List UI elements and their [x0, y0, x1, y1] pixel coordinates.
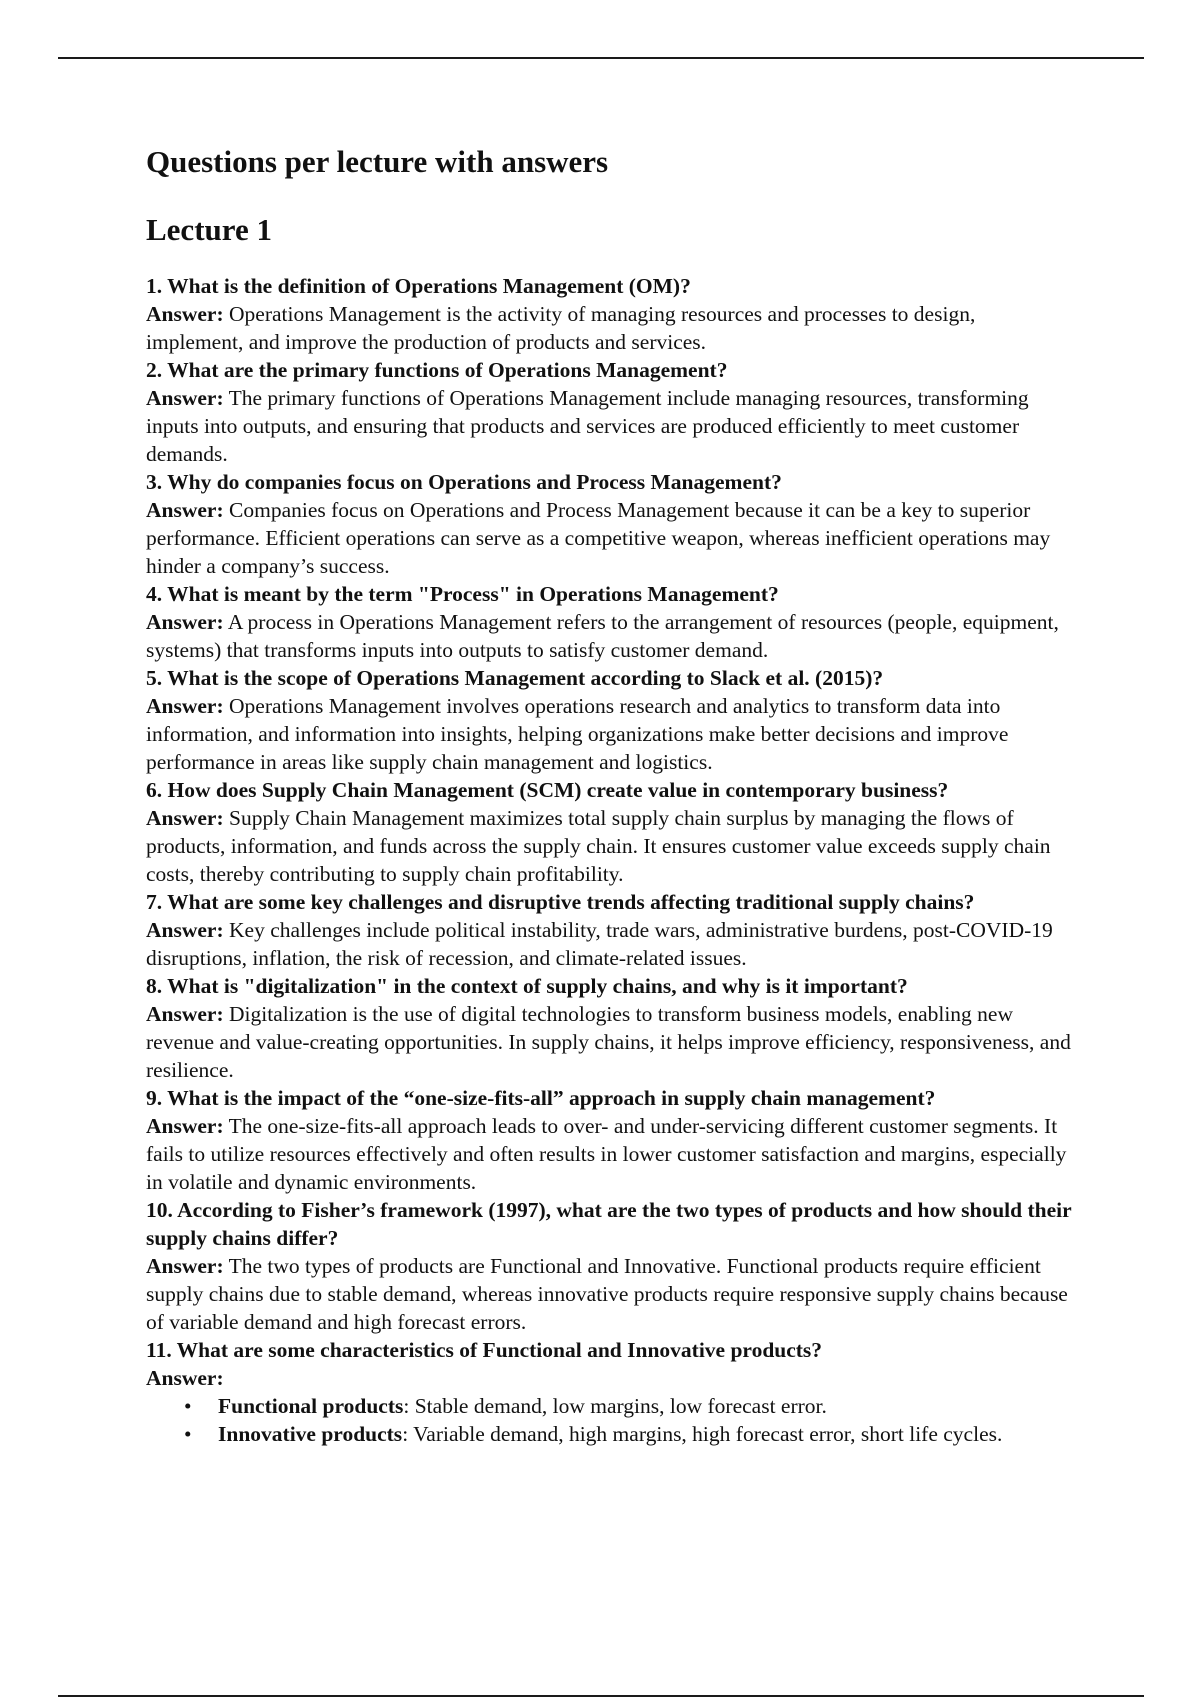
answer-3: [146, 496, 1076, 580]
bullet-term: Innovative products: [218, 1421, 403, 1446]
question-5: 5. What is the scope of Operations Management according to Slack et al. (2015)?: [146, 665, 884, 690]
question-11: 11. What are some characteristics of Functional and Innovative products?: [146, 1337, 823, 1362]
bullet-text: : Stable demand, low margins, low forecast error.: [403, 1393, 827, 1418]
bullet-text: : Variable demand, high margins, high forecast error, short life cycles.: [402, 1421, 1003, 1446]
question-1: 1. What is the definition of Operations Management (OM)?: [146, 273, 691, 298]
answer-text: The two types of products are Functional and Innovative. Functional products require efficient supply chains due to stable demand, whereas innovative products require responsive supply chains because of variable demand and high forecast errors.: [146, 1253, 1068, 1334]
answer-6: [146, 804, 1076, 888]
answer-4: [146, 608, 1076, 664]
lecture-heading: Lecture 1: [146, 212, 272, 248]
bottom-rule: [58, 1695, 1144, 1697]
bullet-item-functional: [184, 1392, 1076, 1420]
question-6: 6. How does Supply Chain Management (SCM) create value in contemporary business?: [146, 777, 949, 802]
answer-text: A process in Operations Management refers to the arrangement of resources (people, equipment, systems) that transforms inputs into outputs to satisfy customer demand.: [146, 609, 1059, 662]
bullet-term: Functional products: [218, 1393, 404, 1418]
bullet-item-innovative: [184, 1420, 1076, 1448]
answer-1: [146, 300, 1076, 356]
answer-11: [146, 1364, 1076, 1392]
answer-text: The one-size-fits-all approach leads to over- and under-servicing different customer segments. It fails to utilize resources effectively and often results in lower customer satisfaction and margins, especially in volatile and dynamic environments.: [146, 1113, 1067, 1194]
answer-label: Answer:: [146, 301, 224, 326]
question-3: 3. Why do companies focus on Operations and Process Management?: [146, 469, 782, 494]
answer-10: [146, 1252, 1076, 1336]
answer-label: Answer:: [146, 693, 224, 718]
document-body: [146, 142, 1076, 1448]
answer-text: Digitalization is the use of digital technologies to transform business models, enabling new revenue and value-creating opportunities. In supply chains, it helps improve efficiency, responsiveness, and resilience.: [146, 1001, 1071, 1082]
question-4: 4. What is meant by the term "Process" in Operations Management?: [146, 581, 779, 606]
answer-text: Supply Chain Management maximizes total supply chain surplus by managing the flows of products, information, and funds across the supply chain. It ensures customer value exceeds supply chain costs, thereby contributing to supply chain profitability.: [146, 805, 1051, 886]
question-9: 9. What is the impact of the “one-size-fits-all” approach in supply chain management?: [146, 1085, 936, 1110]
answer-text: Key challenges include political instability, trade wars, administrative burdens, post-COVID-19 disruptions, inflation, the risk of recession, and climate-related issues.: [146, 917, 1053, 970]
answer-label: Answer:: [146, 1365, 224, 1390]
question-2: 2. What are the primary functions of Operations Management?: [146, 357, 728, 382]
answer-label: Answer:: [146, 1253, 224, 1278]
answer-label: Answer:: [146, 1001, 224, 1026]
answer-label: Answer:: [146, 1113, 224, 1138]
document-title: Questions per lecture with answers: [146, 144, 609, 179]
top-rule: [58, 57, 1144, 59]
answer-label: Answer:: [146, 385, 224, 410]
answer-text: The primary functions of Operations Management include managing resources, transforming inputs into outputs, and ensuring that products and services are produced efficiently to meet customer demands.: [146, 385, 1029, 466]
answer-label: Answer:: [146, 917, 224, 942]
bullet-icon: •: [184, 1421, 192, 1446]
answer-label: Answer:: [146, 609, 224, 634]
answer-text: Operations Management is the activity of managing resources and processes to design, implement, and improve the production of products and services.: [146, 301, 976, 354]
answer-label: Answer:: [146, 805, 224, 830]
question-8: 8. What is "digitalization" in the context of supply chains, and why is it important?: [146, 973, 908, 998]
answer-2: [146, 384, 1076, 468]
question-10: 10. According to Fisher’s framework (1997), what are the two types of products and how should their supply chains differ?: [146, 1197, 1072, 1250]
answer-5: [146, 692, 1076, 776]
answer-11-bullet-list: [146, 1392, 1076, 1448]
question-7: 7. What are some key challenges and disruptive trends affecting traditional supply chains?: [146, 889, 975, 914]
answer-text: Companies focus on Operations and Process Management because it can be a key to superior performance. Efficient operations can serve as a competitive weapon, whereas inefficient operations may hinder a company’s success.: [146, 497, 1051, 578]
answer-9: [146, 1112, 1076, 1196]
answer-8: [146, 1000, 1076, 1084]
answer-7: [146, 916, 1076, 972]
bullet-icon: •: [184, 1393, 192, 1418]
answer-label: Answer:: [146, 497, 224, 522]
answer-text: Operations Management involves operations research and analytics to transform data into information, and information into insights, helping organizations make better decisions and improve performance in areas like supply chain management and logistics.: [146, 693, 1009, 774]
qa-list: [146, 272, 1076, 1448]
